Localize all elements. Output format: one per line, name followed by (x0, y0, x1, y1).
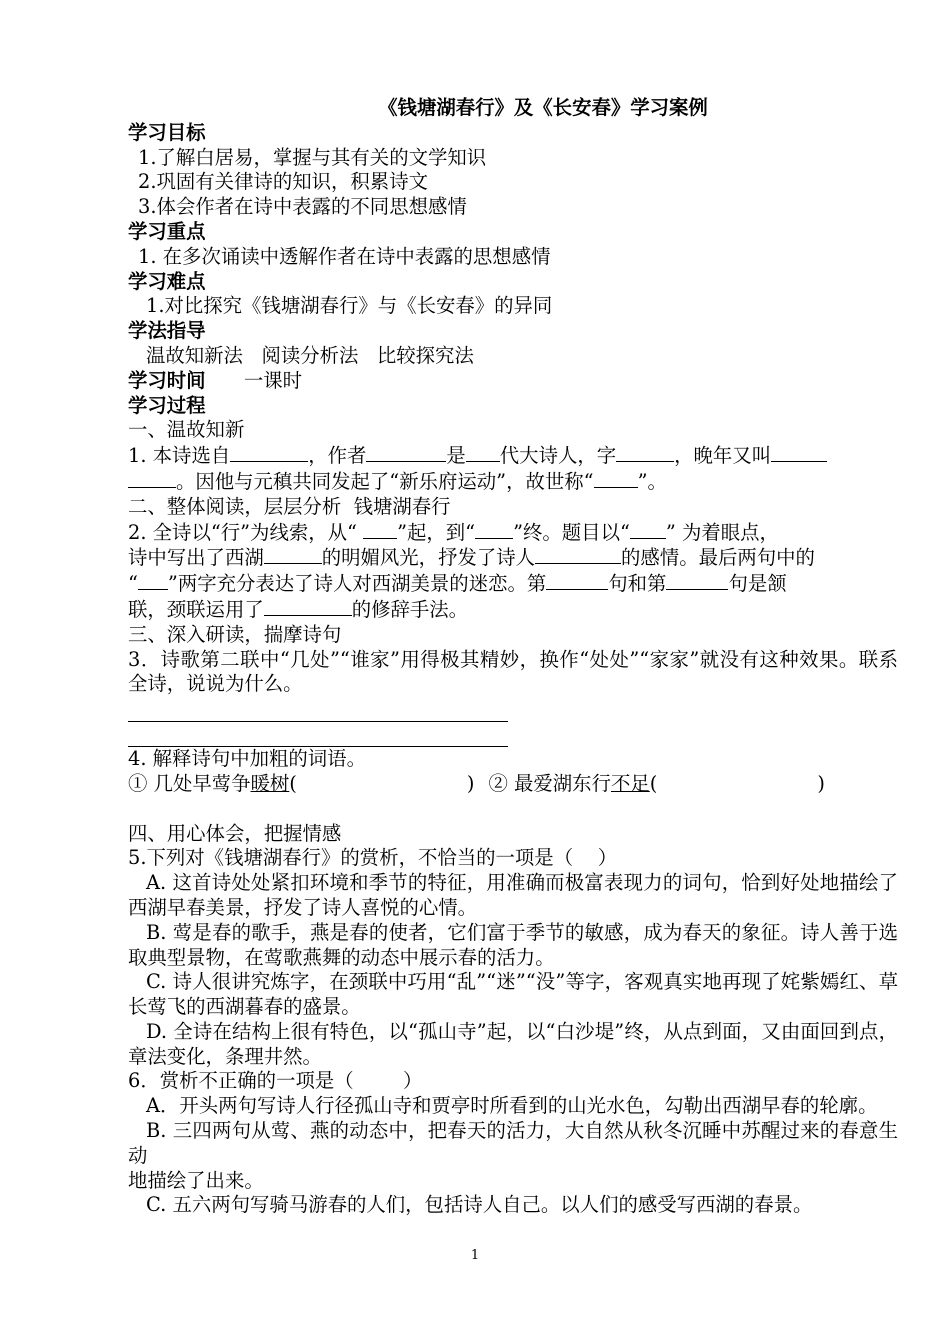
q5-option-a: A. 这首诗处处紧扣环境和季节的特征，用准确而极富表现力的词句，恰到好处地描绘了西湖早春美景，抒发了诗人喜悦的心情。 (128, 871, 898, 919)
focus-heading: 学习重点 (128, 219, 206, 243)
q4-paren: ( (289, 771, 297, 795)
q2-text: 句是颔 (728, 572, 787, 596)
question-3: 3．诗歌第二联中“几处”“谁家”用得极其精妙，换作“处处”“家家”就没有这种效果。联系全诗，说说为什么。 (128, 647, 898, 696)
page-number: 1 (470, 1248, 480, 1263)
q2-text: ”两字充分表达了诗人对西湖美景的迷恋。第 (167, 572, 547, 596)
answer-blank[interactable] (546, 571, 608, 590)
difficulty-item: 1.对比探究《钱塘湖春行》与《长安春》的异同 (146, 294, 553, 318)
answer-blank[interactable] (264, 545, 322, 564)
answer-blank[interactable] (630, 520, 666, 539)
answer-blank[interactable] (666, 571, 728, 590)
difficulty-heading: 学习难点 (128, 269, 206, 293)
q4-item-text: ② 最爱湖东行 (488, 771, 611, 795)
q4-paren: ) (817, 771, 825, 795)
q1-text: 是 (446, 444, 466, 468)
answer-blank[interactable] (594, 469, 638, 488)
goal-item: 1.了解白居易，掌握与其有关的文学知识 (138, 145, 487, 169)
q2-text: ” 为着眼点， (665, 520, 779, 544)
time-value: 一课时 (243, 368, 303, 392)
q2-text: ”终。题目以“ (513, 520, 630, 544)
q2-text: 句和第 (608, 572, 667, 596)
time-heading: 学习时间 (128, 368, 206, 392)
q2-text: 联，颈联运用了 (128, 597, 264, 621)
method-heading: 学法指导 (128, 319, 206, 343)
q2-text: 的感情。最后两句中的 (621, 546, 815, 570)
question-6: 6．赏析不正确的一项是（ ） (128, 1069, 423, 1093)
answer-blank[interactable] (535, 545, 621, 564)
q6-option-b: B. 三四两句从莺、燕的动态中，把春天的活力，大自然从秋冬沉睡中苏醒过来的春意生动 (128, 1119, 898, 1167)
question-4-items (128, 772, 898, 797)
answer-blank[interactable] (475, 520, 513, 539)
q4-item-word: 暖树 (250, 771, 290, 795)
q6-option-c: C. 五六两句写骑马游春的人们，包括诗人自己。以人们的感受写西湖的春景。 (146, 1193, 813, 1217)
goal-item: 3.体会作者在诗中表露的不同思想感情 (138, 195, 467, 219)
q1-text: ，作者 (308, 444, 367, 468)
q2-text: ”起，到“ (397, 520, 476, 544)
answer-blank[interactable] (616, 443, 674, 462)
part4-heading: 四、用心体会，把握情感 (128, 821, 342, 845)
document-page (128, 96, 898, 1218)
answer-blank[interactable] (138, 571, 168, 590)
q2-text: 的修辞手法。 (351, 597, 469, 621)
answer-blank[interactable] (366, 443, 446, 462)
q4-paren: ( (649, 771, 658, 795)
process-heading: 学习过程 (128, 393, 206, 417)
answer-blank[interactable] (363, 520, 397, 539)
part1-heading: 一、温故知新 (128, 418, 245, 442)
q5-option-c: C. 诗人很讲究炼字，在颈联中巧用“乱”“迷”“没”等字，客观真实地再现了姹紫嫣红、草长莺飞的西湖暮春的盛景。 (128, 970, 898, 1019)
goals-heading: 学习目标 (128, 120, 206, 144)
q1-text: 代大诗人，字 (499, 444, 617, 468)
part3-heading: 三、深入研读，揣摩诗句 (128, 622, 342, 646)
answer-blank[interactable] (771, 443, 827, 462)
question-1 (128, 443, 898, 495)
q6-option-a: A．开头两句写诗人行径孤山寺和贾亭时所看到的山光水色，勾勒出西湖早春的轮廓。 (146, 1094, 878, 1118)
answer-blank[interactable] (466, 443, 500, 462)
q4-item-text: ① 几处早莺争 (128, 771, 251, 795)
answer-blank[interactable] (264, 597, 352, 616)
q5-option-d: D. 全诗在结构上很有特色，以“孤山寺”起，以“白沙堤”终，从点到面，又由面回到点，章法变化，条理井然。 (128, 1019, 898, 1068)
focus-item: 1. 在多次诵读中透解作者在诗中表露的思想感情 (138, 244, 551, 268)
q2-text: 2. 全诗以“行”为线索，从“ (128, 520, 364, 544)
q2-text: 诗中写出了西湖 (128, 546, 264, 570)
page-title: 《钱塘湖春行》及《长安春》学习案例 (378, 96, 708, 119)
answer-blank[interactable] (128, 469, 176, 488)
q6-option-b-cont: 地描绘了出来。 (128, 1168, 264, 1192)
q2-text: “ (128, 572, 138, 596)
q4-item-word: 不足 (610, 771, 650, 795)
goal-item: 2.巩固有关律诗的知识，积累诗文 (138, 170, 428, 194)
question-2 (128, 520, 898, 623)
q5-option-b: B. 莺是春的歌手，燕是春的使者，它们富于季节的敏感，成为春天的象征。诗人善于选取典型景物，在莺歌燕舞的动态中展示春的活力。 (128, 920, 898, 969)
q4-paren: ) (466, 771, 475, 795)
part2-heading: 二、整体阅读，层层分析 钱塘湖春行 (128, 494, 451, 518)
q1-text: 。因他与元稹共同发起了“新乐府运动”，故世称“ (176, 469, 594, 493)
question-4: 4. 解释诗句中加粗的词语。 (128, 747, 366, 771)
q1-text: ，晚年又叫 (674, 444, 772, 468)
answer-blank[interactable] (230, 443, 308, 462)
question-5: 5.下列对《钱塘湖春行》的赏析，不恰当的一项是（ ） (128, 846, 618, 870)
q2-text: 的明媚风光，抒发了诗人 (321, 546, 536, 570)
q1-text: ”。 (637, 469, 667, 493)
q1-text: 1. 本诗选自 (128, 444, 231, 468)
method-list: 温故知新法 阅读分析法 比较探究法 (146, 343, 474, 367)
answer-line[interactable] (128, 722, 508, 747)
time-row (128, 369, 898, 394)
answer-line[interactable] (128, 697, 508, 722)
